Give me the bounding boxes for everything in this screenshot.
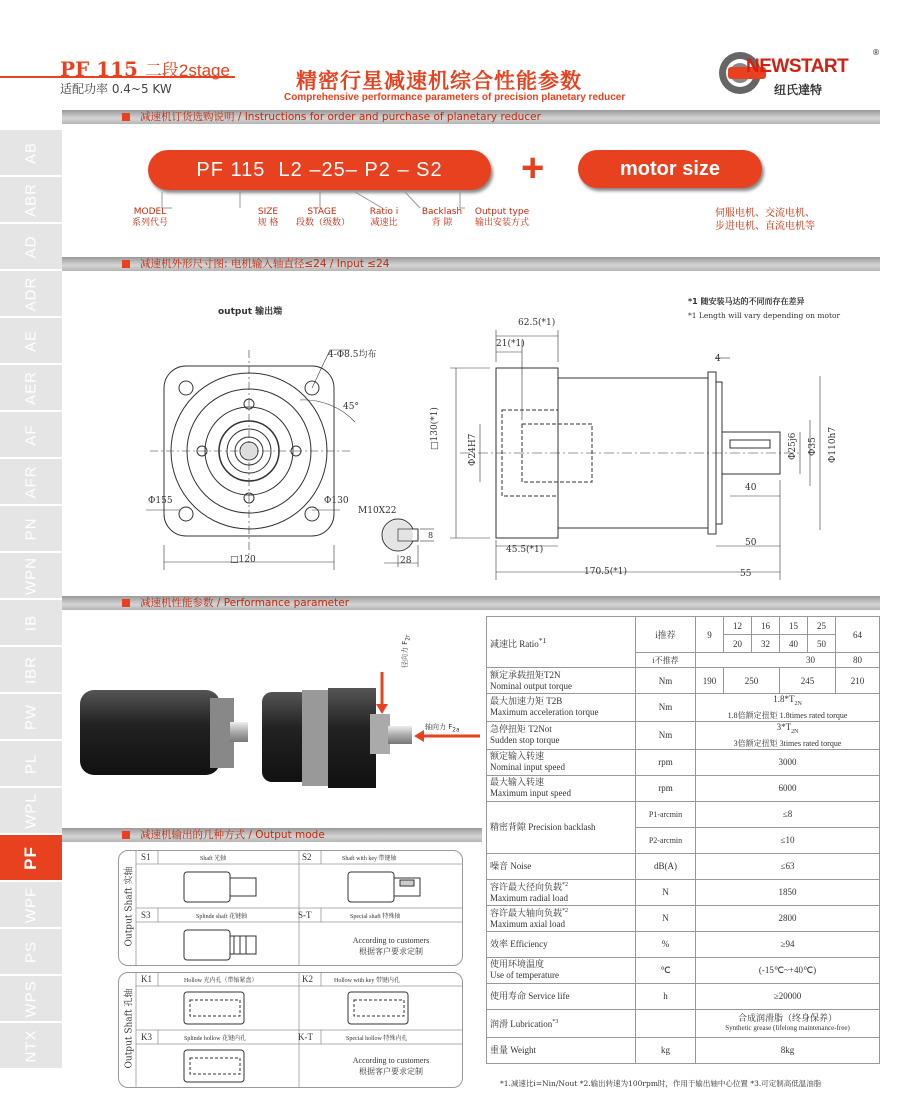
tab-label: IBR [22,655,40,684]
tab-label: AF [22,423,40,446]
note-en: *1 Length will vary depending on motor [688,311,841,320]
ratio-cell: 40 [780,635,808,653]
tab-ae[interactable] [0,318,62,365]
tab-ib[interactable] [0,600,62,647]
page-subtitle: Comprehensive performance parameters of precision planetary reducer [284,92,626,103]
hollow-k1-drawing [184,992,244,1024]
mode-desc: Special hollow 特殊内孔 [346,1036,408,1042]
hollow-k3-drawing [184,1050,244,1082]
dim-d21: 21(*1) [496,339,525,349]
ratio-recommended: i推荐 [636,617,696,653]
table-row: 重量 Weight kg 8kg [487,1037,880,1063]
tab-wps[interactable] [0,976,62,1023]
tab-label: WPN [22,556,40,595]
section-bar-order [62,110,880,124]
table-row: 精密背隙 Precision backlash P1-arcmin ≤8 [487,801,880,827]
dim-k28: 28 [400,556,412,566]
table-row: P2-arcmin ≤10 [487,827,880,853]
section-title-dims: 减速机外形尺寸图: 电机输入轴直径≤24 / Input ≤24 [140,258,390,270]
table-row: 使用寿命 Service life h ≥20000 [487,983,880,1009]
table-row: 最大输入转速 Maximum input speed rpm 6000 [487,775,880,801]
ratio-cell: 50 [808,635,836,653]
side-tabs [0,130,62,1070]
brand-logo [716,48,886,100]
output-end-label: output 输出端 [218,307,283,317]
ratio-cell: 9 [696,617,724,653]
hollow-shaft-title: Output Shaft 孔轴 [124,988,135,1069]
dim-d35: Φ35 [808,437,818,456]
section-bar-dims [62,257,880,271]
section-title-order: 减速机订货选购说明 / Instructions for order and purchase of planetary reducer [140,111,541,123]
mode-code: K3 [141,1032,152,1042]
dim-d155: Φ155 [148,496,173,506]
tab-adr[interactable] [0,271,62,318]
table-row: 容许最大径向负载$^{*2}$ Maximum radial load N 1850 [487,879,880,905]
tab-label: WPL [22,792,40,829]
performance-table [486,616,880,1064]
section-bar-perf [62,596,880,610]
hollow-k2-drawing [348,992,408,1024]
mode-desc: Hollow with key 带键内孔 [334,978,400,984]
tab-aer[interactable] [0,365,62,412]
ratio-cell: 30 [696,653,836,668]
tab-pf[interactable] [0,835,62,882]
tab-pw[interactable] [0,694,62,741]
ratio-cell: 32 [752,635,780,653]
shaft-s2-drawing [348,872,420,902]
motor-types-note: 伺服电机、交流电机、 步进电机、直流电机等 [715,208,815,232]
shaft-s1-drawing [184,872,256,902]
tab-ntx[interactable] [0,1023,62,1070]
tab-pn[interactable] [0,506,62,553]
label-output-type: Output type 输出安装方式 [474,207,530,228]
section-title-perf: 减速机性能参数 / Performance parameter [140,597,350,609]
tab-afr[interactable] [0,459,62,506]
tab-label: PW [22,703,40,730]
ratio-cell: 25 [808,617,836,635]
dim-d1705: 170.5(*1) [584,567,628,577]
page-title: 精密行星减速机综合性能参数 [296,69,582,93]
brand-name: NEWSTART [746,56,849,77]
mode-code: S3 [141,910,151,920]
gearbox-photo-image [70,660,482,805]
tab-label: AER [22,370,40,405]
dim-m10: M10X22 [358,506,397,516]
ratio-cell: 64 [836,617,880,653]
tab-pl[interactable] [0,741,62,788]
table-row: 效率 Efficiency % ≥94 [487,931,880,957]
tab-abr[interactable] [0,177,62,224]
ratio-nonrecommended: i不推荐 [636,653,696,668]
table-row: 容许最大轴向负载$^{*2}$ Maximum axial load N 2800 [487,905,880,931]
registered-mark: ® [872,48,880,57]
order-code-pill: PF 115 L2 –25– P2 – S2 [148,150,491,190]
tab-label: PS [22,940,40,963]
label-backlash: Backlash 背 隙 [421,207,463,228]
dim-holes: 4-Φ8.5均布 [328,350,377,360]
tab-label: NTX [22,1029,40,1062]
mode-desc: Splinde shaft 花键轴 [196,914,247,920]
section-title-output: 减速机输出的几种方式 / Output mode [140,829,325,841]
custom-note: According to customers 根据客户要求定制 [352,936,430,956]
ratio-cell: 80 [836,653,880,668]
mode-desc: Shaft with key 带键轴 [342,856,397,862]
tab-label: PN [22,517,40,540]
section-bar-output [62,828,482,842]
code-model: PF 115 [196,159,266,181]
ratio-cell: 15 [780,617,808,635]
mode-code: K-T [298,1032,313,1042]
ratio-label: 减速比 Ratio$^{*1}$ [487,617,636,668]
axial-force-label: 轴向力 $F_{2a}$ [425,723,460,734]
mode-code: K2 [302,974,313,984]
shaft-s3-drawing [184,930,256,960]
dim-d55: 55 [740,569,752,579]
ratio-cell: 16 [752,617,780,635]
code-stage: L2 [278,159,303,181]
code-backlash: P2 [364,159,391,181]
mode-code: S2 [302,852,312,862]
tab-label: IB [22,614,40,631]
dim-angle: 45° [343,402,359,412]
power-label: 适配功率 0.4~5 KW [60,82,172,96]
label-stage: STAGE 段数（级数） [296,207,351,228]
tab-ps[interactable] [0,929,62,976]
plus-sign: + [521,146,545,190]
ratio-cell: 12 [724,617,752,635]
tab-wpn[interactable] [0,553,62,600]
tab-label: AD [22,235,40,258]
tab-label: WPF [22,886,40,923]
label-ratio: Ratio i 减速比 [369,207,399,228]
tab-label: WPS [22,979,40,1018]
dim-d110: Φ110h7 [828,426,838,463]
mode-code: S-T [298,910,312,920]
dim-d24: Φ24H7 [468,433,478,466]
table-row: 润滑 Lubrication$^{*3}$ 合成润滑脂（终身保养） Synthetic grease (lifelong maintenance-free) [487,1009,880,1037]
table-row: 噪音 Noise dB(A) ≤63 [487,853,880,879]
tab-label: ABR [22,182,40,217]
mode-desc: Shaft 光轴 [200,856,227,862]
product-photo [70,634,482,805]
tab-label: AFR [22,465,40,498]
dim-d40: 40 [745,483,757,493]
label-size: SIZE 规 格 [257,207,279,228]
mode-desc: Splinde hollow 花键内孔 [184,1036,247,1042]
dim-d4: 4 [715,354,721,364]
tab-wpl[interactable] [0,788,62,835]
tab-ibr[interactable] [0,647,62,694]
dim-sq130: □130(*1) [430,407,440,450]
mode-desc: Hollow 光内孔（带缩紧盘） [184,978,258,984]
model-title: PF 115 二段2stage [60,57,230,81]
dim-k8: 8 [428,531,434,540]
note-cn: *1 随安装马达的不同而存在差异 [688,297,805,306]
tab-ad[interactable] [0,224,62,271]
tab-label: PF [21,845,40,870]
dim-d50: 50 [745,538,757,548]
label-model: MODEL 系列代号 [131,207,168,228]
motor-size-pill: motor size [578,150,762,188]
brand-cn: 纽氏達特 [774,83,823,97]
radial-force-label: 径向力 $F_{2r}$ [401,634,412,668]
dim-d25: Φ25j6 [788,432,798,460]
dim-d130: Φ130 [324,496,349,506]
output-mode-grid [118,850,463,1088]
tab-label: AE [22,329,40,352]
mode-desc: Special shaft 特殊轴 [350,914,401,920]
table-footnote: *1.减速比i=Nin/Nout *2.输出转速为100rpm时，作用于输出轴中心位置 *3.可定制高低温油脂 [500,1079,822,1088]
table-row: 使用环境温度 Use of temperature ℃ (-15℃~+40℃) [487,957,880,983]
tab-ab[interactable] [0,130,62,177]
solid-shaft-title: Output Shaft 实轴 [124,866,135,947]
table-row: 额定输入转速 Nominal input speed rpm 3000 [487,749,880,775]
code-ratio: 25 [321,159,346,181]
tab-label: AB [22,141,40,164]
tab-af[interactable] [0,412,62,459]
table-row: 急停扭矩 T2Not Sudden stop torque Nm $3*T_{2N}$ 3倍额定扭矩 3times rated torque [487,721,880,749]
tab-wpf[interactable] [0,882,62,929]
mode-code: K1 [141,974,152,984]
dim-d455: 45.5(*1) [506,545,544,555]
tab-label: ADR [22,276,40,311]
custom-note: According to customers 根据客户要求定制 [352,1056,430,1076]
mode-code: S1 [141,852,151,862]
code-output: S2 [416,159,443,181]
table-row: 额定承载扭矩T2N Nominal output torque Nm 190 250 245 210 [487,668,880,694]
dim-sq120: □120 [230,555,256,565]
ratio-cell: 20 [724,635,752,653]
dim-d62: 62.5(*1) [518,318,556,328]
tab-label: PL [22,753,40,774]
table-row: 最大加速力矩 T2B Maximum acceleration torque Nm $1.8*T_{2N}$ 1.8倍额定扭矩 1.8times rated torque [487,694,880,722]
